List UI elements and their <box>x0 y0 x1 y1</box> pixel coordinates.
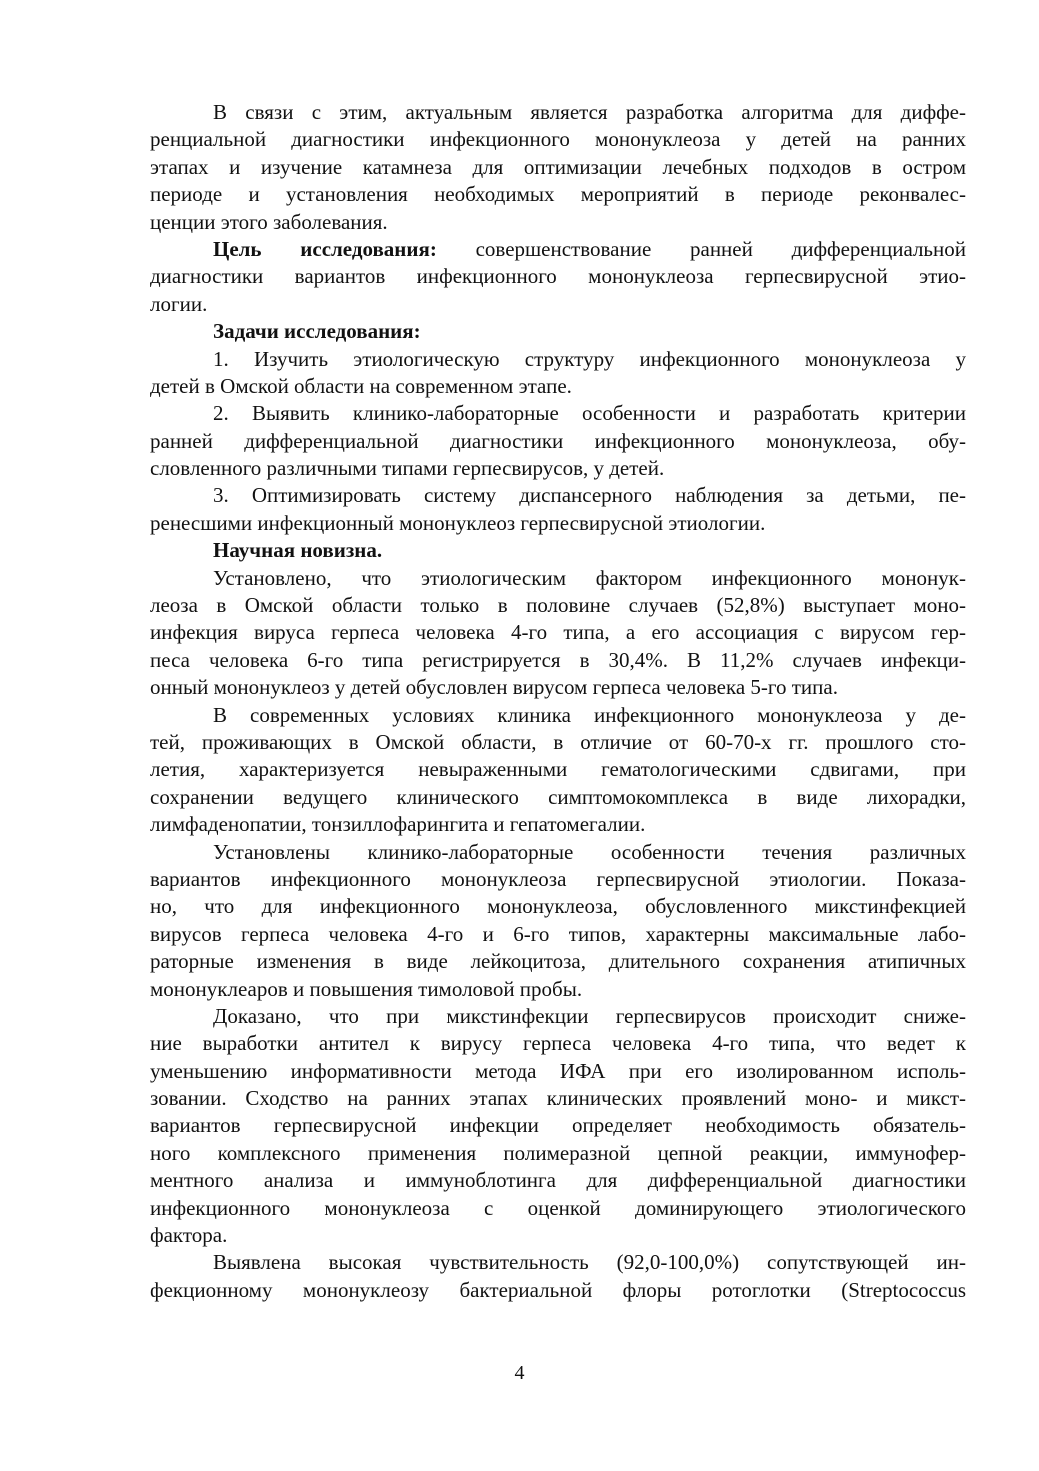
line-text: вариантов инфекционного мононуклеоза герпесвирусной этиологии. Показа- <box>150 866 966 891</box>
line-text: леоза в Омской области только в половине случаев (52,8%) выступает моно- <box>150 593 966 618</box>
text-line <box>150 1249 966 1276</box>
text-line <box>150 291 966 318</box>
text-line <box>150 99 966 126</box>
text-line <box>150 674 966 701</box>
text-line <box>150 1085 966 1112</box>
text-line <box>150 702 966 729</box>
text-line <box>150 784 966 811</box>
line-text: ценции этого заболевания. <box>150 209 388 234</box>
text-line <box>150 1140 966 1167</box>
line-text: вирусов герпеса человека 4-го и 6-го типов, характерны максимальные лабо- <box>150 921 966 946</box>
line-text: раторные изменения в виде лейкоцитоза, длительного сохранения атипичных <box>150 949 966 974</box>
bold-heading: Задачи исследования: <box>213 319 421 344</box>
text-line <box>150 263 966 290</box>
text-line <box>150 537 966 564</box>
text-line <box>150 181 966 208</box>
line-text: ного комплексного применения полимеразной цепной реакции, иммунофер- <box>150 1140 966 1165</box>
text-line <box>150 1167 966 1194</box>
line-text: Доказано, что при микстинфекции герпесвирусов происходит сниже- <box>213 1003 966 1028</box>
line-text: Выявлена высокая чувствительность (92,0-100,0%) сопутствующей ин- <box>213 1250 966 1275</box>
line-text: словленного различными типами герпесвирусов, у детей. <box>150 456 665 481</box>
text-line <box>150 373 966 400</box>
line-text: инфекционного мононуклеоза с оценкой доминирующего этиологического <box>150 1195 966 1220</box>
line-text: зовании. Сходство на ранних этапах клинических проявлений моно- и микст- <box>150 1086 966 1111</box>
line-text: этапах и изучение катамнеза для оптимизации лечебных подходов в остром <box>150 154 966 179</box>
document-body <box>150 99 966 1304</box>
text-line <box>150 1277 966 1304</box>
line-text: ментного анализа и иммуноблотинга для дифференциальной диагностики <box>150 1168 966 1193</box>
line-text: инфекция вируса герпеса человека 4-го типа, а его ассоциация с вирусом гер- <box>150 620 966 645</box>
text-line <box>150 1003 966 1030</box>
line-text: совершенствование ранней дифференциальной <box>436 236 966 261</box>
text-line <box>150 428 966 455</box>
text-line <box>150 236 966 263</box>
line-text: мононуклеаров и повышения тимоловой пробы. <box>150 976 583 1001</box>
line-text: вариантов герпесвирусной инфекции определяет необходимость обязатель- <box>150 1113 966 1138</box>
line-text: ренциальной диагностики инфекционного мононуклеоза у детей на ранних <box>150 127 966 152</box>
text-line <box>150 976 966 1003</box>
line-text: фекционному мононуклеозу бактериальной флоры ротоглотки (Streptococcus <box>150 1277 966 1302</box>
line-text: диагностики вариантов инфекционного мононуклеоза герпесвирусной этио- <box>150 264 966 289</box>
text-line <box>150 592 966 619</box>
text-line <box>150 1195 966 1222</box>
line-text: 3. Оптимизировать систему диспансерного наблюдения за детьми, пе- <box>213 483 966 508</box>
line-text: онный мононуклеоз у детей обусловлен вирусом герпеса человека 5-го типа. <box>150 675 838 700</box>
text-line <box>150 154 966 181</box>
line-text: сохранении ведущего клинического симптомокомплекса в виде лихорадки, <box>150 784 966 809</box>
text-line <box>150 455 966 482</box>
text-line <box>150 893 966 920</box>
line-text: ренесшими инфекционный мононуклеоз герпесвирусной этиологии. <box>150 510 766 535</box>
text-line <box>150 482 966 509</box>
line-text: но, что для инфекционного мононуклеоза, обусловленного микстинфекцией <box>150 894 966 919</box>
text-line <box>150 1112 966 1139</box>
text-line <box>150 756 966 783</box>
text-line <box>150 126 966 153</box>
bold-heading: Цель исследования: <box>213 236 437 261</box>
text-line <box>150 1058 966 1085</box>
line-text: ние выработки антител к вирусу герпеса человека 4-го типа, что ведет к <box>150 1031 966 1056</box>
text-line <box>150 921 966 948</box>
line-text: Установлены клинико-лабораторные особенности течения различных <box>213 839 966 864</box>
line-text: фактора. <box>150 1223 228 1248</box>
text-line <box>150 209 966 236</box>
line-text: песа человека 6-го типа регистрируется в 30,4%. В 11,2% случаев инфекци- <box>150 647 966 672</box>
line-text: ранней дифференциальной диагностики инфекционного мононуклеоза, обу- <box>150 428 966 453</box>
line-text: летия, характеризуется невыраженными гематологическими сдвигами, при <box>150 757 966 782</box>
text-line <box>150 729 966 756</box>
line-text: детей в Омской области на современном этапе. <box>150 373 572 398</box>
line-text: логии. <box>150 291 208 316</box>
line-text: уменьшению информативности метода ИФА при его изолированном исполь- <box>150 1058 966 1083</box>
text-line <box>150 839 966 866</box>
text-line <box>150 1030 966 1057</box>
line-text: 2. Выявить клинико-лабораторные особенности и разработать критерии <box>213 401 966 426</box>
text-line <box>150 346 966 373</box>
line-text: 1. Изучить этиологическую структуру инфекционного мононуклеоза у <box>213 346 966 371</box>
line-text: периоде и установления необходимых мероприятий в периоде реконвалес- <box>150 182 966 207</box>
text-line <box>150 619 966 646</box>
line-text: тей, проживающих в Омской области, в отличие от 60-70-х гг. прошлого сто- <box>150 729 966 754</box>
page-number: 4 <box>514 1362 525 1384</box>
bold-heading: Научная новизна. <box>213 538 383 563</box>
text-line <box>150 1222 966 1249</box>
text-line <box>150 510 966 537</box>
text-line <box>150 811 966 838</box>
line-text: В связи с этим, актуальным является разработка алгоритма для диффе- <box>213 100 966 124</box>
text-line <box>150 318 966 345</box>
text-line <box>150 948 966 975</box>
line-text: В современных условиях клиника инфекционного мононуклеоза у де- <box>213 702 966 727</box>
text-line <box>150 565 966 592</box>
text-line <box>150 400 966 427</box>
text-line <box>150 647 966 674</box>
text-line <box>150 866 966 893</box>
line-text: лимфаденопатии, тонзиллофарингита и гепатомегалии. <box>150 812 646 837</box>
line-text: Установлено, что этиологическим фактором инфекционного мононук- <box>213 565 966 590</box>
